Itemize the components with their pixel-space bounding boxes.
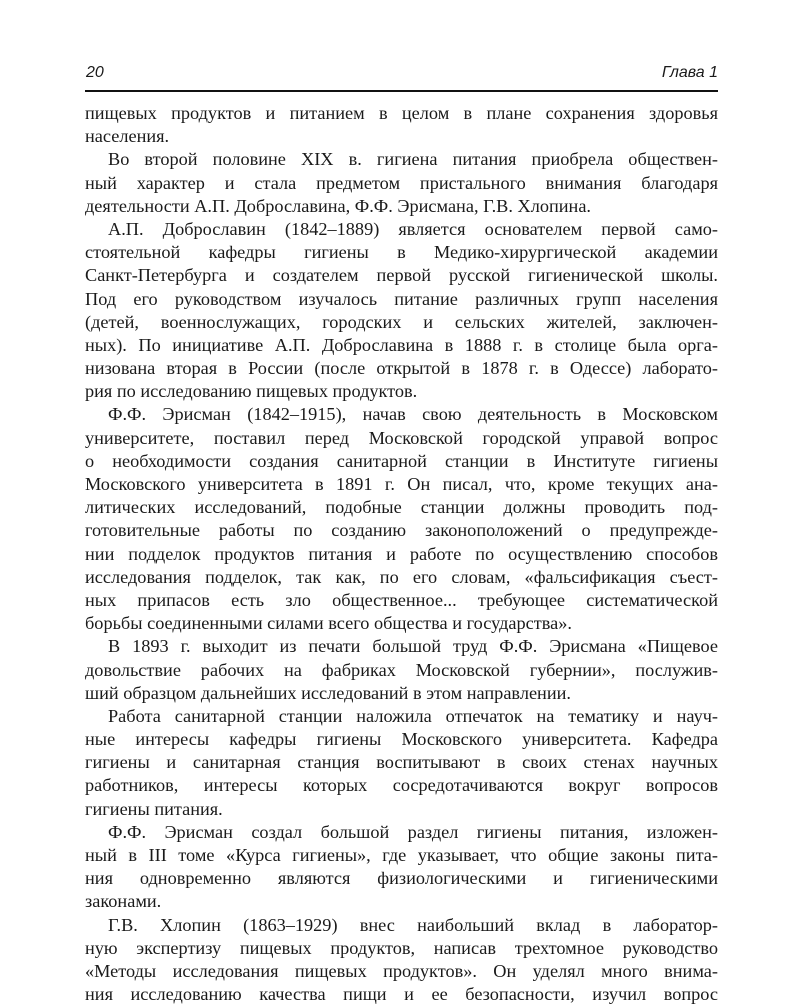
paragraph [85, 705, 718, 821]
paragraph [85, 403, 718, 635]
body-text [85, 102, 718, 1006]
text-line: Ф.Ф. Эрисман (1842–1915), начав свою деятельность в Московском [108, 404, 718, 425]
text-line: ные интересы кафедры гигиены Московского университета. Кафедра [85, 729, 718, 750]
text-line: ный в III томе «Курса гигиены», где указывает, что общие законы пита- [85, 845, 718, 865]
page-number: 20 [86, 64, 104, 81]
chapter-title: Глава 1 [661, 64, 718, 81]
text-line: Московского университета в 1891 г. Он писал, что, кроме текущих ана- [85, 474, 718, 494]
text-line: ных). По инициативе А.П. Доброславина в 1888 г. в столице была орга- [85, 334, 718, 355]
text-line: работников, интересы которых сосредотачиваются вокруг вопросов [85, 775, 718, 796]
text-line: ный характер и стала предметом пристального внимания благодаря [85, 172, 718, 193]
text-line: деятельности А.П. Доброславина, Ф.Ф. Эрисмана, Г.В. Хлопина. [85, 195, 592, 216]
text-line: гигиены питания. [85, 798, 223, 819]
text-line: Г.В. Хлопин (1863–1929) внес наибольший вклад в лаборатор- [108, 914, 718, 935]
text-line: ную экспертизу пищевых продуктов, написав трехтомное руководство [85, 937, 718, 958]
text-line: университете, поставил перед Московской городской управой вопрос [85, 427, 718, 448]
text-line: (детей, военнослужащих, городских и сельских жителей, заключен- [85, 311, 718, 332]
text-line: ния одновременно являются физиологическими и гигиеническими [85, 868, 718, 889]
text-line: Санкт-Петербурга и создателем первой русской гигиенической школы. [85, 265, 718, 286]
text-line: ший образцом дальнейших исследований в этом направлении. [85, 682, 571, 703]
text-line: ния исследованию качества пищи и ее безопасности, изучил вопрос [85, 984, 718, 1005]
text-line: «Методы исследования пищевых продуктов». Он уделял много внима- [85, 960, 718, 981]
text-line: гигиены и санитарная станция воспитывают в своих стенах научных [85, 752, 718, 773]
text-line: о необходимости создания санитарной станции в Институте гигиены [85, 450, 718, 471]
text-line: А.П. Доброславин (1842–1889) является основателем первой само- [108, 218, 718, 239]
text-line: исследования подделок, так как, по его словам, «фальсификация съест- [85, 566, 718, 587]
text-line: Под его руководством изучалось питание различных групп населения [85, 288, 718, 309]
text-line: Ф.Ф. Эрисман создал большой раздел гигиены питания, изложен- [108, 821, 718, 842]
text-line: В 1893 г. выходит из печати большой труд Ф.Ф. Эрисмана «Пищевое [108, 636, 718, 657]
header-rule [85, 90, 718, 92]
text-line: Работа санитарной станции наложила отпечаток на тематику и науч- [108, 705, 718, 726]
text-line: законами. [85, 891, 162, 912]
text-line: борьбы соединенными силами всего общества и государства». [85, 613, 572, 634]
paragraph [85, 148, 718, 218]
text-line: низована вторая в России (после открытой в 1878 г. в Одессе) лаборато- [85, 358, 718, 379]
text-line: нии подделок продуктов питания и работе по осуществлению способов [85, 543, 718, 564]
text-line: ных припасов есть зло общественное... требующее систематической [85, 589, 718, 610]
text-line: Во второй половине XIX в. гигиена питания приобрела обществен- [108, 149, 718, 170]
paragraph [85, 914, 718, 1006]
paragraph [85, 218, 718, 404]
text-line: довольствие рабочих на фабриках Московской губернии», послужив- [85, 659, 718, 680]
text-line: населения. [85, 126, 170, 147]
text-line: литических исследований, подобные станции должны проводить под- [85, 497, 718, 518]
paragraph [85, 102, 718, 148]
text-line: пищевых продуктов и питанием в целом в плане сохранения здоровья [85, 103, 718, 123]
text-line: стоятельной кафедры гигиены в Медико-хирургической академии [85, 242, 718, 263]
paragraph [85, 635, 718, 705]
text-line: рия по исследованию пищевых продуктов. [85, 381, 418, 402]
text-line: готовительные работы по созданию законоположений о предупрежде- [85, 520, 718, 541]
paragraph [85, 821, 718, 914]
